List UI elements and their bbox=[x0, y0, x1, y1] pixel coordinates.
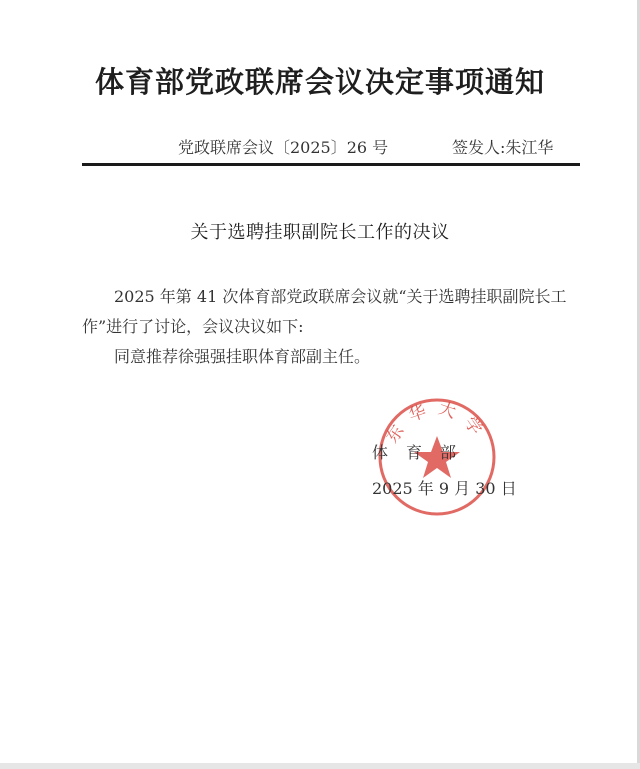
signer-line: 签发人:朱江华 bbox=[452, 138, 554, 157]
body-paragraph-2: 同意推荐徐强强挂职体育部副主任。 bbox=[114, 347, 371, 366]
scan-edge-bottom bbox=[0, 763, 640, 769]
document-number: 党政联席会议〔2025〕26 号 bbox=[178, 138, 389, 157]
header-divider bbox=[82, 163, 580, 166]
body-paragraph-1: 2025 年第 41 次体育部党政联席会议就“关于选聘挂职副院长工作”进行了讨论，会议决议如下: bbox=[82, 287, 567, 336]
issuer-name: 体育部 bbox=[372, 443, 475, 462]
document-title: 体育部党政联席会议决定事项通知 bbox=[94, 65, 545, 99]
resolution-title: 关于选聘挂职副院长工作的决议 bbox=[190, 222, 450, 243]
issue-date: 2025 年 9 月 30 日 bbox=[372, 479, 517, 498]
seal-text: 东华大学 bbox=[382, 398, 492, 447]
